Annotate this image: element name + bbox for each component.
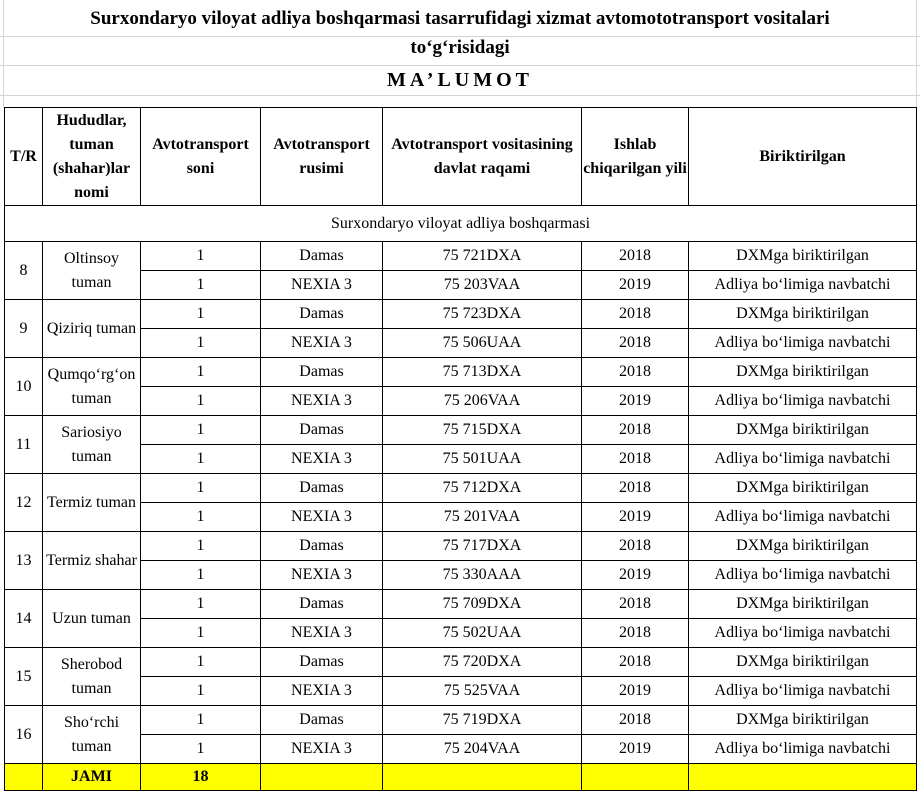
vehicle-count: 1 bbox=[141, 677, 261, 706]
plate-number: 75 715DXA bbox=[383, 416, 582, 445]
total-row bbox=[5, 764, 917, 791]
region-name: Sherobod tuman bbox=[43, 648, 141, 706]
table-row bbox=[5, 503, 917, 532]
row-number: 13 bbox=[5, 532, 43, 590]
vehicle-count: 1 bbox=[141, 242, 261, 271]
vehicle-count: 1 bbox=[141, 416, 261, 445]
production-year: 2019 bbox=[582, 735, 689, 764]
row-number: 11 bbox=[5, 416, 43, 474]
sheet-gridline bbox=[0, 65, 920, 66]
assigned-to: DXMga biriktirilgan bbox=[689, 300, 917, 329]
vehicle-model: Damas bbox=[261, 300, 383, 329]
row-number: 14 bbox=[5, 590, 43, 648]
document-title: Surxondaryo viloyat adliya boshqarmasi tasarrufidagi xizmat avtomototransport vositalari bbox=[90, 8, 830, 29]
plate-number: 75 721DXA bbox=[383, 242, 582, 271]
plate-number: 75 712DXA bbox=[383, 474, 582, 503]
assigned-to: Adliya bo‘limiga navbatchi bbox=[689, 619, 917, 648]
row-number: 12 bbox=[5, 474, 43, 532]
vehicle-count: 1 bbox=[141, 532, 261, 561]
assigned-to: Adliya bo‘limiga navbatchi bbox=[689, 445, 917, 474]
column-header-number: T/R bbox=[5, 108, 43, 206]
table-header-row bbox=[5, 108, 917, 206]
vehicle-count: 1 bbox=[141, 300, 261, 329]
total-value: 18 bbox=[141, 764, 261, 791]
vehicle-model: Damas bbox=[261, 358, 383, 387]
total-empty-cell bbox=[689, 764, 917, 791]
plate-number: 75 723DXA bbox=[383, 300, 582, 329]
region-name: Sho‘rchi tuman bbox=[43, 706, 141, 764]
vehicle-count: 1 bbox=[141, 387, 261, 416]
assigned-to: Adliya bo‘limiga navbatchi bbox=[689, 561, 917, 590]
row-number: 10 bbox=[5, 358, 43, 416]
vehicle-count: 1 bbox=[141, 445, 261, 474]
total-empty-cell bbox=[261, 764, 383, 791]
production-year: 2018 bbox=[582, 416, 689, 445]
production-year: 2018 bbox=[582, 706, 689, 735]
plate-number: 75 203VAA bbox=[383, 271, 582, 300]
row-number: 16 bbox=[5, 706, 43, 764]
table-row bbox=[5, 416, 917, 445]
table-row bbox=[5, 300, 917, 329]
table-row bbox=[5, 271, 917, 300]
production-year: 2018 bbox=[582, 619, 689, 648]
assigned-to: Adliya bo‘limiga navbatchi bbox=[689, 271, 917, 300]
region-name: Termiz tuman bbox=[43, 474, 141, 532]
plate-number: 75 713DXA bbox=[383, 358, 582, 387]
production-year: 2018 bbox=[582, 445, 689, 474]
table-row bbox=[5, 445, 917, 474]
plate-number: 75 330AAA bbox=[383, 561, 582, 590]
document-title-continued: to‘g‘risidagi bbox=[410, 37, 510, 58]
table-row bbox=[5, 474, 917, 503]
vehicle-model: NEXIA 3 bbox=[261, 329, 383, 358]
plate-number: 75 709DXA bbox=[383, 590, 582, 619]
assigned-to: Adliya bo‘limiga navbatchi bbox=[689, 735, 917, 764]
total-empty-cell bbox=[383, 764, 582, 791]
section-row bbox=[5, 206, 917, 242]
column-header-model: Avtotransport rusimi bbox=[261, 108, 383, 206]
vehicle-count: 1 bbox=[141, 619, 261, 648]
table-row bbox=[5, 619, 917, 648]
table-row bbox=[5, 358, 917, 387]
plate-number: 75 501UAA bbox=[383, 445, 582, 474]
table-row bbox=[5, 329, 917, 358]
assigned-to: DXMga biriktirilgan bbox=[689, 242, 917, 271]
production-year: 2019 bbox=[582, 387, 689, 416]
assigned-to: DXMga biriktirilgan bbox=[689, 648, 917, 677]
region-name: Qiziriq tuman bbox=[43, 300, 141, 358]
production-year: 2018 bbox=[582, 358, 689, 387]
vehicle-count: 1 bbox=[141, 358, 261, 387]
plate-number: 75 719DXA bbox=[383, 706, 582, 735]
table-row bbox=[5, 387, 917, 416]
region-name: Oltinsoy tuman bbox=[43, 242, 141, 300]
vehicle-model: NEXIA 3 bbox=[261, 735, 383, 764]
assigned-to: DXMga biriktirilgan bbox=[689, 532, 917, 561]
total-label: JAMI bbox=[43, 764, 141, 791]
table-row bbox=[5, 735, 917, 764]
plate-number: 75 204VAA bbox=[383, 735, 582, 764]
table-row bbox=[5, 590, 917, 619]
table-body bbox=[5, 206, 917, 764]
production-year: 2019 bbox=[582, 503, 689, 532]
total-empty-cell bbox=[5, 764, 43, 791]
vehicle-count: 1 bbox=[141, 503, 261, 532]
assigned-to: DXMga biriktirilgan bbox=[689, 474, 917, 503]
production-year: 2019 bbox=[582, 561, 689, 590]
row-number: 8 bbox=[5, 242, 43, 300]
vehicle-count: 1 bbox=[141, 474, 261, 503]
vehicle-model: Damas bbox=[261, 532, 383, 561]
column-header-assigned: Biriktirilgan bbox=[689, 108, 917, 206]
plate-number: 75 506UAA bbox=[383, 329, 582, 358]
vehicle-count: 1 bbox=[141, 329, 261, 358]
vehicle-count: 1 bbox=[141, 648, 261, 677]
production-year: 2018 bbox=[582, 329, 689, 358]
document-heading: MA’LUMOT bbox=[386, 69, 534, 91]
production-year: 2018 bbox=[582, 300, 689, 329]
column-header-year: Ishlab chiqarilgan yili bbox=[582, 108, 689, 206]
production-year: 2019 bbox=[582, 677, 689, 706]
table-row bbox=[5, 561, 917, 590]
column-header-region: Hududlar, tuman (shahar)lar nomi bbox=[43, 108, 141, 206]
plate-number: 75 502UAA bbox=[383, 619, 582, 648]
column-header-count: Avtotransport soni bbox=[141, 108, 261, 206]
production-year: 2018 bbox=[582, 474, 689, 503]
plate-number: 75 206VAA bbox=[383, 387, 582, 416]
vehicle-count: 1 bbox=[141, 735, 261, 764]
vehicle-model: NEXIA 3 bbox=[261, 387, 383, 416]
vehicle-model: NEXIA 3 bbox=[261, 271, 383, 300]
assigned-to: Adliya bo‘limiga navbatchi bbox=[689, 677, 917, 706]
vehicle-count: 1 bbox=[141, 561, 261, 590]
vehicle-model: NEXIA 3 bbox=[261, 445, 383, 474]
assigned-to: DXMga biriktirilgan bbox=[689, 416, 917, 445]
plate-number: 75 717DXA bbox=[383, 532, 582, 561]
vehicle-model: NEXIA 3 bbox=[261, 677, 383, 706]
vehicle-model: Damas bbox=[261, 416, 383, 445]
plate-number: 75 720DXA bbox=[383, 648, 582, 677]
vehicle-count: 1 bbox=[141, 271, 261, 300]
total-empty-cell bbox=[582, 764, 689, 791]
table-row bbox=[5, 648, 917, 677]
production-year: 2018 bbox=[582, 532, 689, 561]
region-name: Termiz shahar bbox=[43, 532, 141, 590]
column-header-plate: Avtotransport vositasining davlat raqami bbox=[383, 108, 582, 206]
vehicle-count: 1 bbox=[141, 590, 261, 619]
row-number: 15 bbox=[5, 648, 43, 706]
assigned-to: DXMga biriktirilgan bbox=[689, 358, 917, 387]
vehicle-model: NEXIA 3 bbox=[261, 503, 383, 532]
vehicle-count: 1 bbox=[141, 706, 261, 735]
vehicle-model: Damas bbox=[261, 706, 383, 735]
assigned-to: Adliya bo‘limiga navbatchi bbox=[689, 387, 917, 416]
vehicle-model: NEXIA 3 bbox=[261, 561, 383, 590]
table-row bbox=[5, 706, 917, 735]
production-year: 2019 bbox=[582, 271, 689, 300]
plate-number: 75 201VAA bbox=[383, 503, 582, 532]
vehicle-model: Damas bbox=[261, 474, 383, 503]
production-year: 2018 bbox=[582, 648, 689, 677]
sheet-gridline bbox=[0, 95, 920, 96]
production-year: 2018 bbox=[582, 590, 689, 619]
region-name: Qumqo‘rg‘on tuman bbox=[43, 358, 141, 416]
vehicle-table bbox=[4, 107, 917, 791]
assigned-to: Adliya bo‘limiga navbatchi bbox=[689, 329, 917, 358]
table-row bbox=[5, 677, 917, 706]
plate-number: 75 525VAA bbox=[383, 677, 582, 706]
row-number: 9 bbox=[5, 300, 43, 358]
assigned-to: DXMga biriktirilgan bbox=[689, 706, 917, 735]
table-row bbox=[5, 242, 917, 271]
assigned-to: DXMga biriktirilgan bbox=[689, 590, 917, 619]
production-year: 2018 bbox=[582, 242, 689, 271]
assigned-to: Adliya bo‘limiga navbatchi bbox=[689, 503, 917, 532]
vehicle-model: NEXIA 3 bbox=[261, 619, 383, 648]
region-name: Sariosiyo tuman bbox=[43, 416, 141, 474]
vehicle-model: Damas bbox=[261, 242, 383, 271]
section-title: Surxondaryo viloyat adliya boshqarmasi bbox=[5, 206, 917, 242]
table-row bbox=[5, 532, 917, 561]
region-name: Uzun tuman bbox=[43, 590, 141, 648]
vehicle-model: Damas bbox=[261, 590, 383, 619]
vehicle-model: Damas bbox=[261, 648, 383, 677]
